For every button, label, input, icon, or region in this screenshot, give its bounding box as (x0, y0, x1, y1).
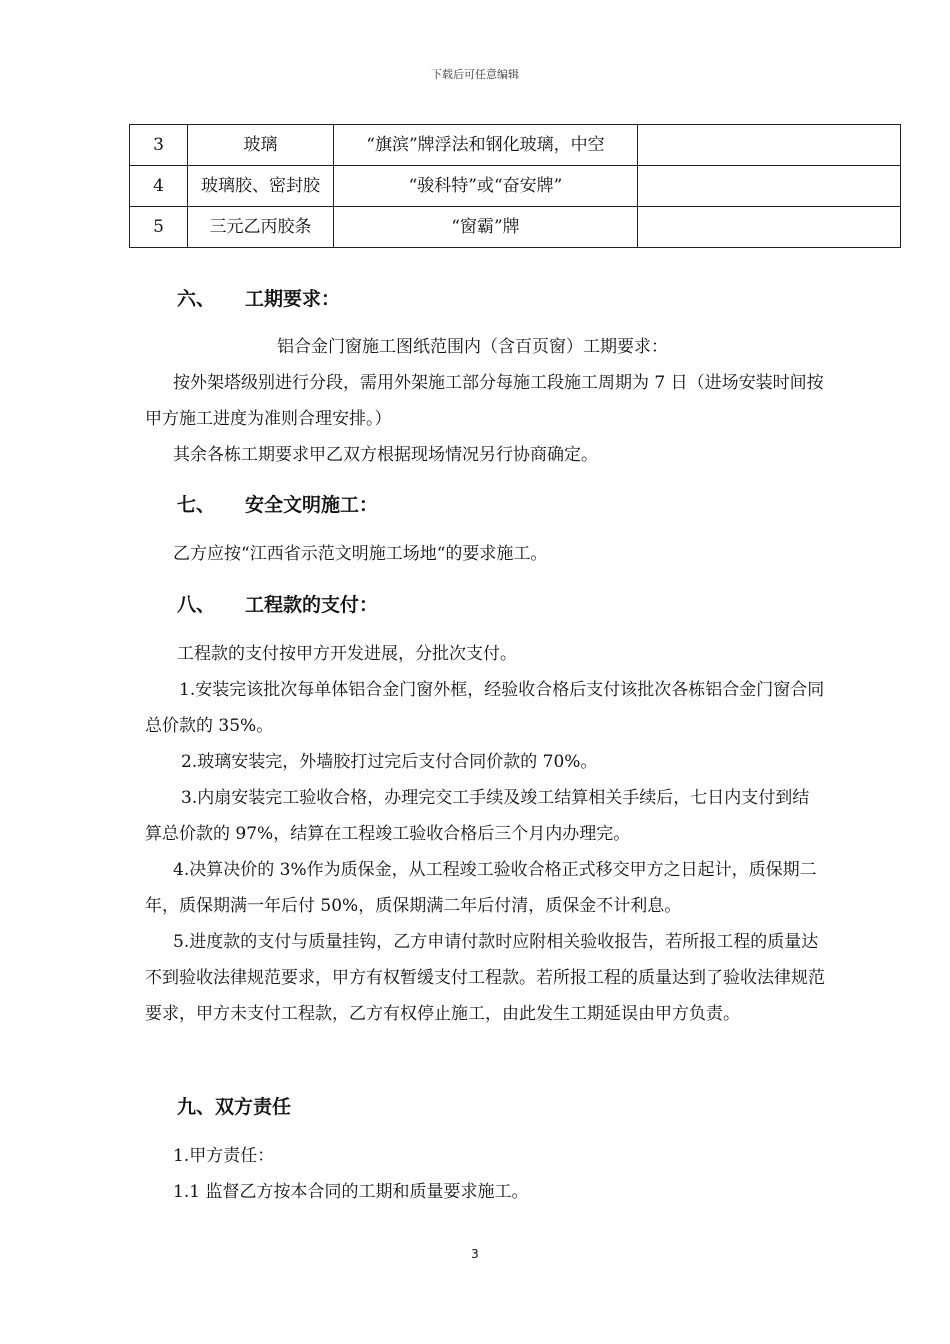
section-heading-9 (177, 1092, 291, 1122)
paragraph: 工程款的支付按甲方开发进展，分批次支付。 (177, 644, 517, 664)
table-cell-name: 玻璃 (188, 125, 334, 166)
paragraph: 按外架塔级别进行分段，需用外架施工部分每施工段施工周期为 7 日（进场安装时间按甲方施工进度为准则合理安排。） (145, 373, 824, 429)
materials-table (129, 124, 901, 248)
paragraph: 3.内扇安装完工验收合格，办理完交工手续及竣工结算相关手续后，七日内支付到结算总价款的 97%，结算在工程竣工验收合格后三个月内办理完。 (145, 788, 810, 844)
paragraph: 2.玻璃安装完，外墙胶打过完后支付合同价款的 70%。 (181, 752, 598, 772)
section-title: 工程款的支付： (245, 594, 379, 616)
section-title: 九、双方责任 (177, 1096, 292, 1118)
table-cell-note (638, 207, 901, 248)
section-heading-7 (177, 490, 378, 520)
paragraph: 1.1 监督乙方按本合同的工期和质量要求施工。 (173, 1182, 529, 1202)
paragraph: 其余各栋工期要求甲乙双方根据现场情况另行协商确定。 (173, 445, 598, 465)
paragraph: 1.甲方责任： (173, 1146, 275, 1166)
section-body-6 (145, 329, 825, 473)
paragraph: 4.决算决价的 3%作为质保金，从工程竣工验收合格正式移交甲方之日起计，质保期二年，质保期满一年后付 50%，质保期满二年后付清，质保金不计利息。 (145, 860, 817, 916)
table-cell-no: 4 (130, 166, 188, 207)
section-number: 七、 (177, 494, 216, 516)
section-body-7 (145, 536, 825, 572)
section-number: 八、 (177, 594, 216, 616)
table-cell-brand: “窗霸”牌 (334, 207, 638, 248)
paragraph: 5.进度款的支付与质量挂钩，乙方申请付款时应附相关验收报告，若所报工程的质量达不到验收法律规范要求，甲方有权暂缓支付工程款。若所报工程的质量达到了验收法律规范要求，甲方未支付工程款，乙方有权停止施工，由此发生工期延误由甲方负责。 (145, 932, 825, 1024)
section-body-8 (145, 636, 825, 1032)
table-cell-no: 5 (130, 207, 188, 248)
table-row (130, 207, 901, 248)
section-title: 安全文明施工： (245, 494, 379, 516)
paragraph: 乙方应按“江西省示范文明施工场地“的要求施工。 (173, 544, 548, 564)
table-cell-brand: “旗滨”牌浮法和钢化玻璃，中空 (334, 125, 638, 166)
table-cell-note (638, 125, 901, 166)
section-title: 工期要求： (245, 288, 341, 310)
table-cell-note (638, 166, 901, 207)
section-number: 六、 (177, 288, 216, 310)
paragraph: 铝合金门窗施工图纸范围内（含百页窗）工期要求： (277, 337, 668, 357)
section-heading-6 (177, 284, 340, 314)
section-heading-8 (177, 590, 378, 620)
table-cell-brand: “骏科特”或“奋安牌” (334, 166, 638, 207)
header-note: 下载后可任意编辑 (431, 68, 519, 81)
paragraph: 1.安装完该批次每单体铝合金门窗外框，经验收合格后支付该批次各栋铝合金门窗合同总价款的 35%。 (145, 680, 825, 736)
page-number: 3 (471, 1247, 479, 1261)
table-row (130, 166, 901, 207)
section-body-9 (145, 1138, 825, 1210)
table-row (130, 125, 901, 166)
table-cell-no: 3 (130, 125, 188, 166)
table-cell-name: 玻璃胶、密封胶 (188, 166, 334, 207)
table-cell-name: 三元乙丙胶条 (188, 207, 334, 248)
